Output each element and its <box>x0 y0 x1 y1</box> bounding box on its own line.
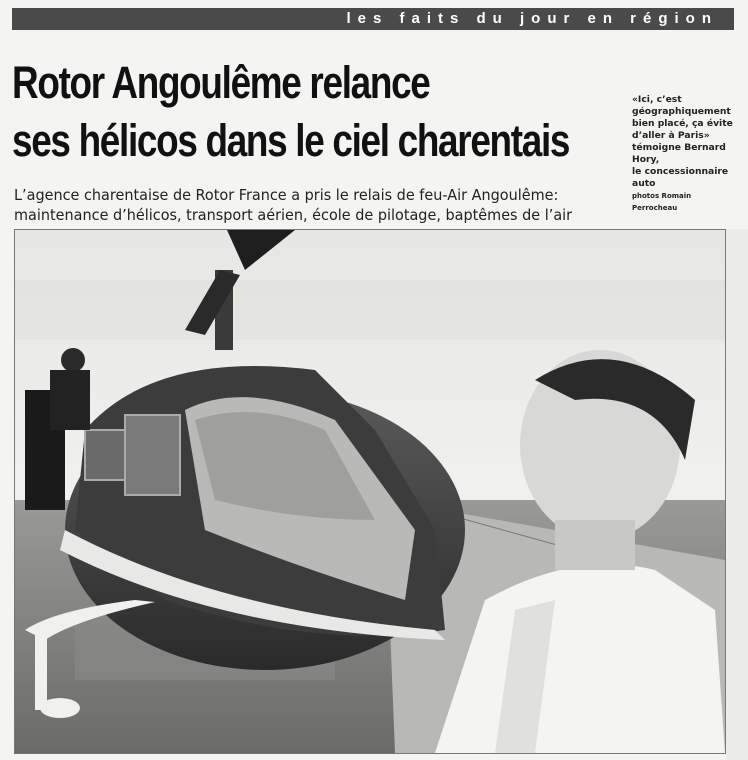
quote-line: géographiquement <box>632 106 731 117</box>
photo-credit-line-1: photos Romain <box>632 192 692 200</box>
quote-line: le concessionnaire <box>632 166 729 177</box>
sidebar-quote <box>632 94 742 214</box>
section-banner <box>12 8 734 30</box>
section-banner-text: les faits du jour en région <box>346 10 718 27</box>
quote-line: d’aller à Paris» <box>632 130 710 141</box>
subheadline-line-2: maintenance d’hélicos, transport aérien, école de pilotage, baptêmes de l’air <box>14 206 573 224</box>
photo-credit-line-2: Perrocheau <box>632 204 678 212</box>
headline <box>12 54 570 170</box>
news-photo <box>14 229 726 754</box>
subheadline-line-1: L’agence charentaise de Rotor France a pris le relais de feu-Air Angoulême: <box>14 186 559 204</box>
helicopter-photo-illustration <box>15 230 725 753</box>
quote-line: témoigne Bernard <box>632 142 726 153</box>
page-edge <box>726 229 748 760</box>
quote-line: «Ici, c’est <box>632 94 682 105</box>
quote-line: bien placé, ça évite <box>632 118 733 129</box>
quote-line: Hory, <box>632 154 660 165</box>
headline-line-2: ses hélicos dans le ciel charentais <box>12 115 570 166</box>
headline-line-1: Rotor Angoulême relance <box>12 57 430 108</box>
quote-line: auto <box>632 178 656 189</box>
subheadline <box>14 185 572 225</box>
